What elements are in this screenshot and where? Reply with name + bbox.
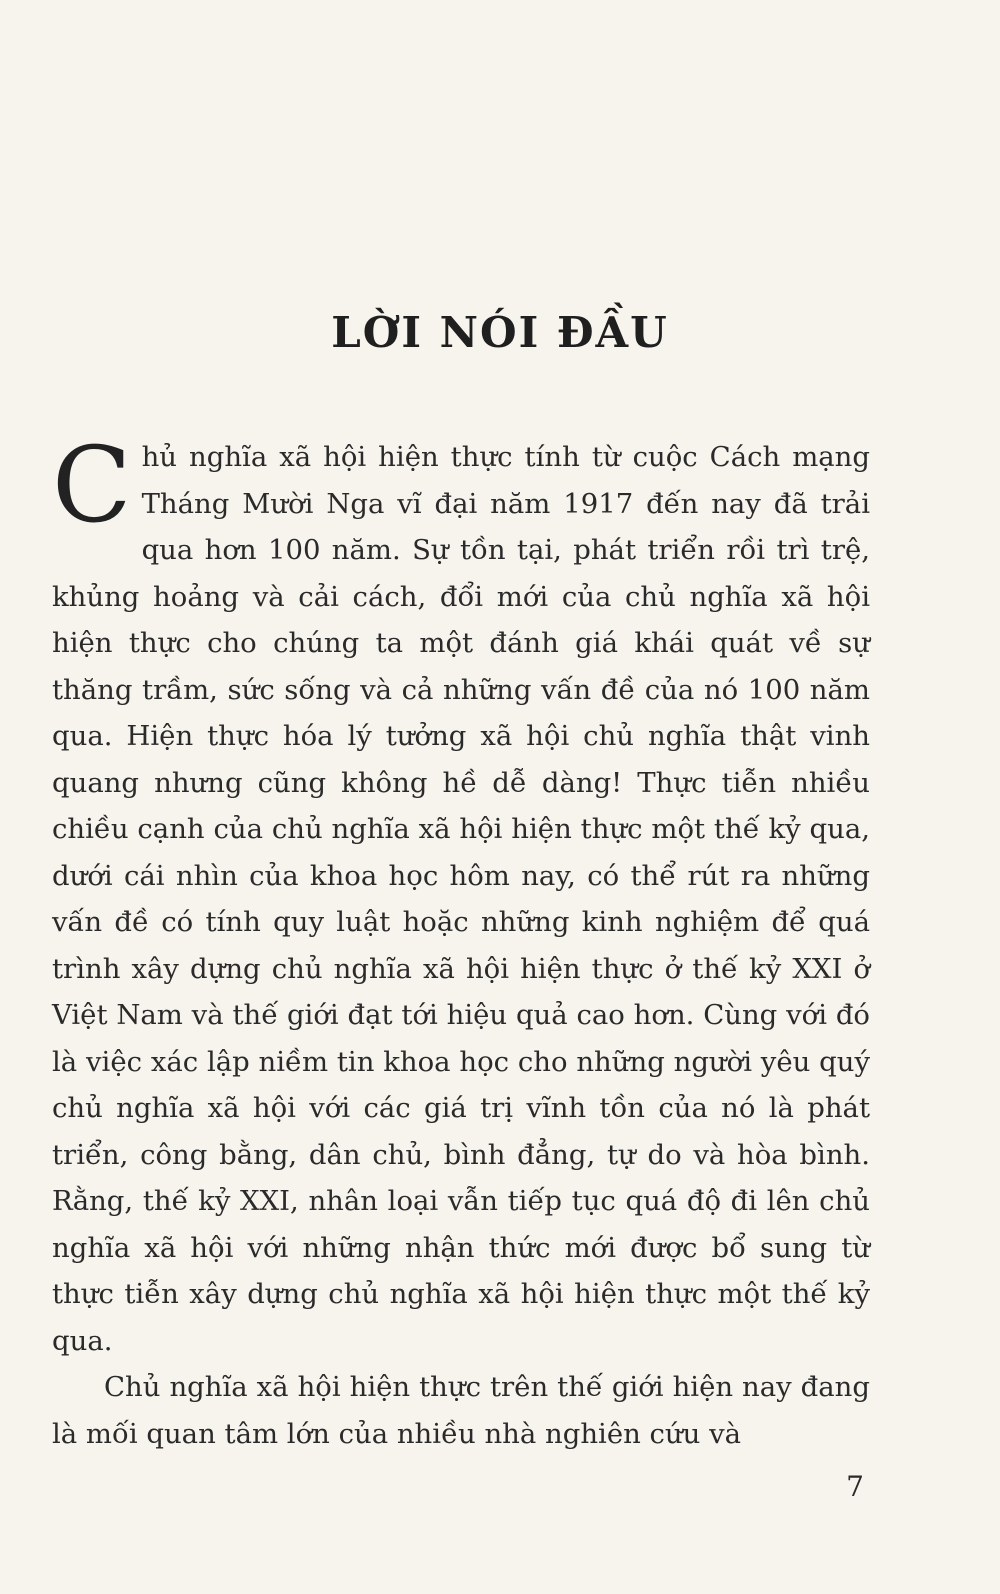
drop-cap: C [52, 424, 132, 546]
paragraph-1 [52, 424, 870, 1364]
paragraph-2: Chủ nghĩa xã hội hiện thực trên thế giới hiện nay đang là mối quan tâm lớn của nhiều nhà nghiên cứu và [52, 1371, 870, 1450]
body-text [52, 424, 870, 1457]
page-number: 7 [846, 1470, 864, 1503]
paragraph-1-text: hủ nghĩa xã hội hiện thực tính từ cuộc Cách mạng Tháng Mười Nga vĩ đại năm 1917 đến nay đã trải qua hơn 100 năm. Sự tồn tại, phát triển rồi trì trệ, khủng hoảng và cải cách, đổi mới của chủ nghĩa xã hội hiện thực cho chúng ta một đánh giá khái quát về sự thăng trầm, sức sống và cả những vấn đề của nó 100 năm qua. Hiện thực hóa lý tưởng xã hội chủ nghĩa thật vinh quang nhưng cũng không hề dễ dàng! Thực tiễn nhiều chiều cạnh của chủ nghĩa xã hội hiện thực một thế kỷ qua, dưới cái nhìn của khoa học hôm nay, có thể rút ra những vấn đề có tính quy luật hoặc những kinh nghiệm để quá trình xây dựng chủ nghĩa xã hội hiện thực ở thế kỷ XXI ở Việt Nam và thế giới đạt tới hiệu quả cao hơn. Cùng với đó là việc xác lập niềm tin khoa học cho những người yêu quý chủ nghĩa xã hội với các giá trị vĩnh tồn của nó là phát triển, công bằng, dân chủ, bình đẳng, tự do và hòa bình. Rằng, thế kỷ XXI, nhân loại vẫn tiếp tục quá độ đi lên chủ nghĩa xã hội với những nhận thức mới được bổ sung từ thực tiễn xây dựng chủ nghĩa xã hội hiện thực một thế kỷ qua. [52, 441, 870, 1357]
page-title: LỜI NÓI ĐẦU [331, 308, 669, 357]
